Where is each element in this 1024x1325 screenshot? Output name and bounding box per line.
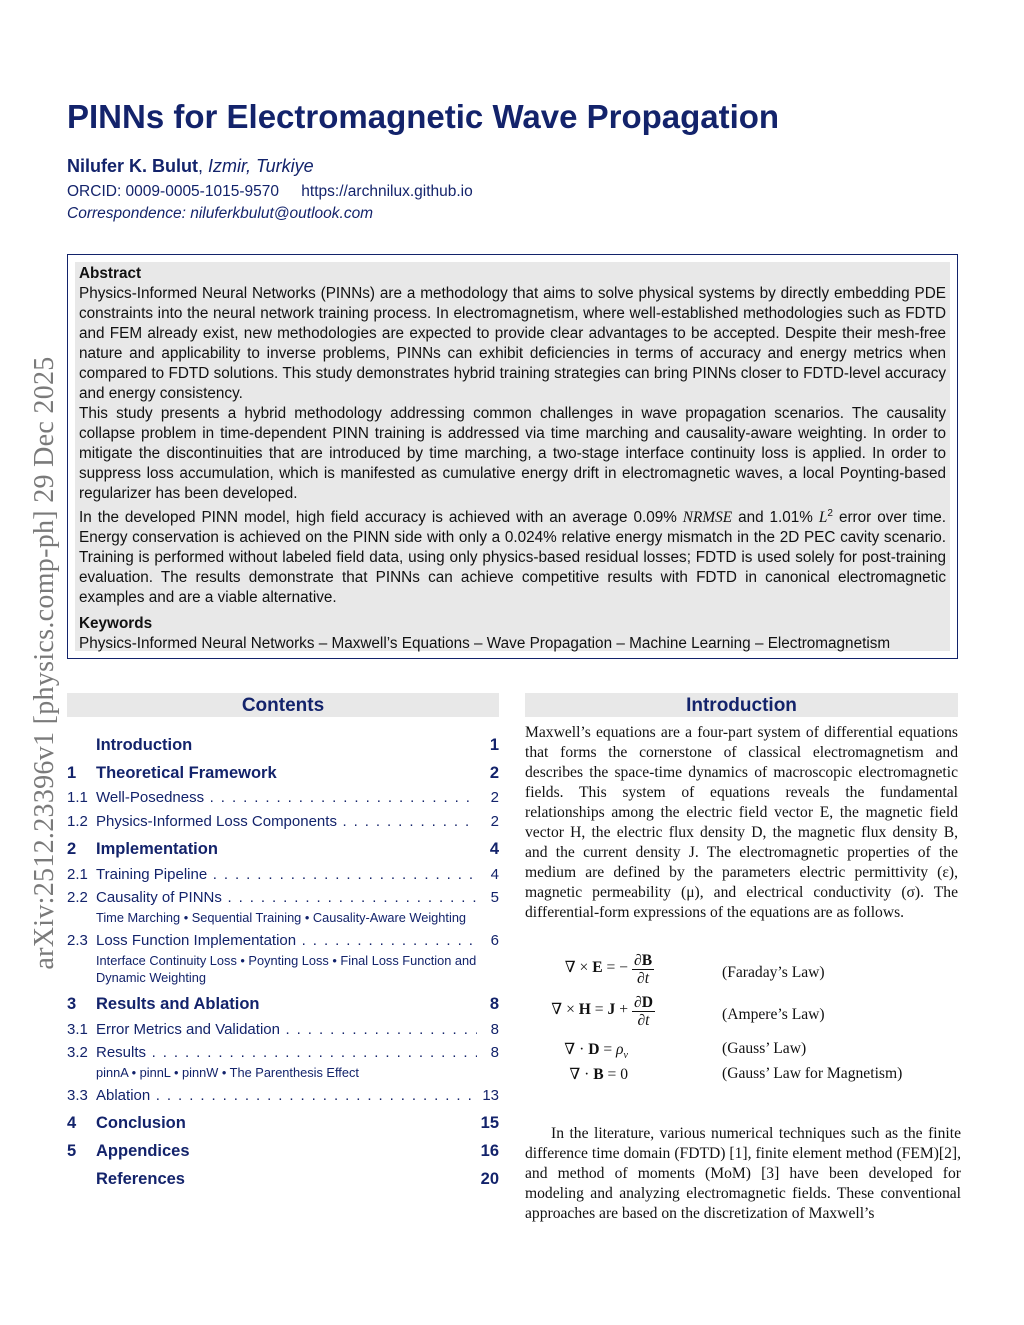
abstract-panel bbox=[75, 262, 950, 651]
toc-label: Theoretical Framework bbox=[96, 763, 477, 783]
toc-entry[interactable] bbox=[67, 1043, 499, 1063]
equation-label: (Faraday’s Law) bbox=[722, 964, 825, 981]
toc-entry[interactable] bbox=[67, 812, 499, 832]
toc-page: 20 bbox=[480, 1170, 499, 1188]
toc-entry[interactable] bbox=[67, 1169, 499, 1189]
toc-number: 2.3 bbox=[67, 932, 88, 949]
abstract-box bbox=[67, 254, 958, 659]
toc-label: Appendices bbox=[96, 1141, 477, 1161]
toc-label: Implementation bbox=[96, 839, 477, 859]
equation-label: (Gauss’ Law for Magnetism) bbox=[722, 1065, 903, 1082]
l-norm-symbol: L bbox=[818, 509, 828, 527]
toc-page: 1 bbox=[489, 736, 499, 754]
toc-entry[interactable] bbox=[67, 735, 499, 755]
orcid: ORCID: 0009-0005-1015-9570 bbox=[67, 183, 279, 200]
author-name: Nilufer K. Bulut bbox=[67, 156, 198, 176]
toc-entry[interactable] bbox=[67, 839, 499, 859]
toc-page: 16 bbox=[480, 1142, 499, 1160]
toc-entry[interactable] bbox=[67, 788, 499, 808]
toc-label: Loss Function Implementation . . . bbox=[96, 931, 477, 951]
toc-number: 2 bbox=[67, 840, 77, 858]
orcid-line bbox=[67, 183, 473, 201]
toc-label: Results . . . bbox=[96, 1043, 477, 1063]
toc-entry[interactable] bbox=[67, 1141, 499, 1161]
introduction-paragraph-2: In the literature, various numerical techniques such as the finite difference time domain (FDTD) [1], finite element method (FEM)[2], and method of moments (MoM) [3] have been developed for modeling and analyzing electromagnetic fields. These conventional approaches are based on the discretization of Maxwell’s bbox=[525, 1125, 961, 1222]
toc-page: 5 bbox=[490, 889, 499, 906]
toc-page: 8 bbox=[489, 995, 499, 1013]
author-location: Izmir, Turkiye bbox=[208, 156, 314, 176]
toc-page: 2 bbox=[489, 764, 499, 782]
toc-number: 4 bbox=[67, 1114, 77, 1132]
toc-label: Error Metrics and Validation . . . bbox=[96, 1020, 477, 1040]
toc-label: References bbox=[96, 1169, 477, 1189]
toc-entry[interactable] bbox=[67, 888, 499, 908]
faraday-equation: ∇ × E = − $\frac{\partial B}{\partial t}$ (Faraday’s Law) bbox=[564, 952, 825, 987]
toc-page: 6 bbox=[490, 932, 499, 949]
toc-entry[interactable] bbox=[67, 931, 499, 951]
contents-heading: Contents bbox=[67, 693, 499, 717]
toc-label: Ablation . . . bbox=[96, 1086, 477, 1106]
toc-number: 1.1 bbox=[67, 789, 88, 806]
toc-number: 2.1 bbox=[67, 866, 88, 883]
toc-page: 2 bbox=[490, 789, 499, 806]
abstract-paragraph-3 bbox=[79, 504, 946, 608]
equation-label: (Gauss’ Law) bbox=[722, 1040, 807, 1057]
nrmse-symbol: NRMSE bbox=[682, 509, 733, 527]
toc-number: 1.2 bbox=[67, 813, 88, 830]
toc-entry[interactable] bbox=[67, 994, 499, 1014]
toc-entry[interactable] bbox=[67, 763, 499, 783]
toc-label: Physics-Informed Loss Components . . . bbox=[96, 812, 477, 832]
toc-number: 3.1 bbox=[67, 1021, 88, 1038]
keywords-list: Physics-Informed Neural Networks – Maxwell’s Equations – Wave Propagation – Machine Learning – Electromagnetism bbox=[79, 635, 891, 653]
abstract-p3-part-a: In the developed PINN model, high field accuracy is achieved with an average 0.09% bbox=[79, 509, 677, 527]
correspondence: Correspondence: niluferkbulut@outlook.com bbox=[67, 205, 374, 222]
toc-label: Causality of PINNs . . . bbox=[96, 888, 477, 908]
abstract-p3-part-c: error over time. Energy conservation is achieved on the PINN side with only a 0.024% relative energy mismatch in the 2D PEC cavity scenario. Training is performed without labeled field data, using only physics-based residual losses; FDTD is used solely for post-training evaluation. The results demonstrate that PINNs can achieve competitive results with FDTD in canonical electromagnetic examples and are a viable alternative. bbox=[79, 509, 947, 607]
toc-page: 8 bbox=[490, 1044, 499, 1061]
toc-page: 15 bbox=[480, 1114, 499, 1132]
toc-label: Training Pipeline . . . bbox=[96, 865, 477, 885]
abstract-paragraph-2: This study presents a hybrid methodology addressing common challenges in wave propagation scenarios. The causality collapse problem in time-dependent PINN training is addressed via time marching and causality-aware weighting. In order to mitigate the discontinuities that are introduced by time marching, a two-stage interface continuity loss is applied. In order to suppress loss accumulation, which is manifested as cumulative energy drift in electromagnetic waves, a local Poynting-based regularizer has been developed. bbox=[79, 405, 946, 502]
toc-label: Conclusion bbox=[96, 1113, 477, 1133]
toc-entry[interactable] bbox=[67, 1020, 499, 1040]
toc-entry[interactable] bbox=[67, 865, 499, 885]
toc-page: 2 bbox=[490, 813, 499, 830]
toc-page: 8 bbox=[490, 1021, 499, 1038]
toc-page: 4 bbox=[489, 840, 499, 858]
toc-number: 3 bbox=[67, 995, 77, 1013]
equation-label: (Ampere’s Law) bbox=[722, 1006, 825, 1023]
introduction-paragraph-1: Maxwell’s equations are a four-part system of differential equations that forms the cornerstone of classical electromagnetism and describes the space-time dynamics of macroscopic electromagnetic fields. This system of equations reveals the fundamental relationships among the electric field vector E, the magnetic field vector H, the electric flux density D, the magnetic flux density B, and the current density J. The electromagnetic properties of the medium are defined by the parameters electric permittivity (ε), magnetic permeability (μ), and electrical conductivity (σ). The differential-form expressions of the equations are as follows. bbox=[525, 724, 958, 921]
toc-subtopics[interactable]: pinnA • pinnL • pinnW • The Parenthesis Effect bbox=[96, 1065, 359, 1080]
toc-number: 5 bbox=[67, 1142, 77, 1160]
toc-label: Introduction bbox=[96, 735, 477, 755]
abstract-heading: Abstract bbox=[79, 265, 142, 282]
toc-page: 13 bbox=[482, 1087, 499, 1104]
abstract-p3-part-b: and 1.01% bbox=[738, 509, 813, 527]
introduction-heading: Introduction bbox=[525, 693, 958, 717]
toc-subtopics[interactable]: Time Marching • Sequential Training • Causality-Aware Weighting bbox=[96, 910, 467, 925]
gauss-equation: ∇ · $D = \rho_v$ (Gauss’ Law) bbox=[564, 1040, 807, 1062]
gauss-magnetism-equation: ∇ · B = 0 (Gauss’ Law for Magnetism) bbox=[569, 1065, 903, 1083]
toc-entry[interactable] bbox=[67, 1086, 499, 1106]
l-norm-exponent: 2 bbox=[827, 508, 833, 519]
toc-subtopics[interactable]: Interface Continuity Loss • Poynting Loss • Final Loss Function and Dynamic Weighting bbox=[96, 953, 477, 985]
toc-page: 4 bbox=[490, 866, 499, 883]
toc-number: 1 bbox=[67, 764, 77, 782]
paper-title: PINNs for Electromagnetic Wave Propagation bbox=[67, 98, 780, 135]
toc-number: 3.3 bbox=[67, 1087, 88, 1104]
author-line: Nilufer K. Bulut, Izmir, Turkiye bbox=[67, 156, 314, 176]
toc-label: Results and Ablation bbox=[96, 994, 477, 1014]
toc-number: 3.2 bbox=[67, 1044, 88, 1061]
toc-number: 2.2 bbox=[67, 889, 88, 906]
abstract-paragraph-1: Physics-Informed Neural Networks (PINNs) are a methodology that aims to solve physical systems by directly embedding PDE constraints into the neural network training process. In electromagnetism, where well-established methodologies such as FDTD and FEM already exist, new methodologies are expected to provide clear advantages to be accepted. Despite their mesh-free nature and applicability to inverse problems, PINNs can exhibit deficiencies in terms of accuracy and energy metrics when compared to FDTD solutions. This study demonstrates hybrid training strategies can bring PINNs closer to FDTD-level accuracy and energy consistency. bbox=[79, 285, 946, 402]
author-website-link[interactable]: https://archnilux.github.io bbox=[301, 183, 473, 200]
keywords-heading: Keywords bbox=[79, 615, 153, 633]
toc-entry[interactable] bbox=[67, 1113, 499, 1133]
arxiv-stamp: arXiv:2512.23396v1 [physics.comp-ph] 29 Dec 2025 bbox=[29, 356, 60, 970]
ampere-equation: ∇ × H = J + $\frac{\partial D}{\partial t}$ (Ampere’s Law) bbox=[551, 994, 825, 1029]
toc-label: Well-Posedness . . . bbox=[96, 788, 477, 808]
